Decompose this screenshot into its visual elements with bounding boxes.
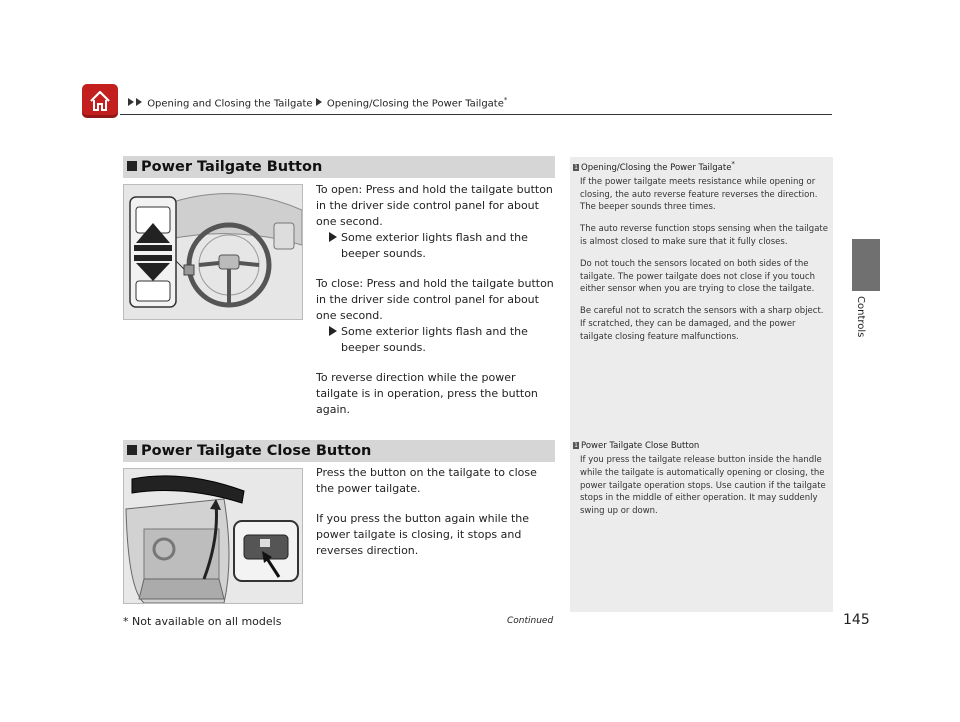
note1-p3: Do not touch the sensors located on both sides of the tailgate. The power tailgate does not close if you touch either sensor when you are trying to close the tailgate. [580,258,815,295]
section1-body [316,182,554,418]
open-result [316,230,554,262]
note-badge-icon: 1 [574,442,578,449]
breadcrumb-star: * [503,96,508,104]
section-header-power-tailgate-button [123,156,555,178]
breadcrumb-item-power-tailgate: Opening/Closing the Power Tailgate [326,98,504,110]
section-title: Power Tailgate Close Button [141,443,372,459]
header-rule [120,114,832,115]
note2-title-text: Power Tailgate Close Button [581,441,700,451]
result-arrow-icon [329,326,337,336]
dashboard-drawing [124,185,302,319]
note2-title [573,441,829,451]
side-tab-marker[interactable] [852,239,880,291]
continued-label: Continued [507,616,554,626]
note1-p4: Be careful not to scratch the sensors with a sharp object. If scratched, they can be damaged, and the power tailgate closing feature malfunctions. [580,306,824,342]
tailgate-drawing [124,469,302,603]
page-number: 145 [843,612,870,628]
footnote: * Not available on all models [123,615,282,628]
note1-p1: If the power tailgate meets resistance while opening or closing, the auto reverse feature reverses the direction. The beeper sounds three times. [580,176,818,213]
breadcrumb-item-tailgate[interactable]: Opening and Closing the Tailgate [147,98,313,110]
breadcrumb-arrow-icon [128,98,134,106]
breadcrumb [128,96,507,109]
open-instruction: To open: Press and hold the tailgate button in the driver side control panel for about one second. [316,183,553,228]
note1-p2: The auto reverse function stops sensing when the tailgate is almost closed to make sure that it fully closes. [580,224,828,248]
open-result-text: Some exterior lights flash and the beeper sounds. [341,231,528,260]
close-result-text: Some exterior lights flash and the beeper sounds. [341,325,528,354]
close-button-reverse: If you press the button again while the power tailgate is closing, it stops and reverses direction. [316,512,530,557]
close-result [316,324,554,356]
home-button[interactable] [82,84,118,118]
note1-title-text: Opening/Closing the Power Tailgate [581,162,732,173]
note2 [573,441,829,518]
note2-p1: If you press the tailgate release button inside the handle while the tailgate is automatically opening or closing, the power tailgate operation stops. Use caution if the tailgate stops in the middle of either operation. It may suddenly swing up or down. [580,455,826,517]
section-header-power-tailgate-close-button [123,440,555,462]
breadcrumb-arrow-icon [316,98,322,106]
result-arrow-icon [329,232,337,242]
tailgate-illustration [123,468,303,604]
section2-body [316,465,554,559]
reverse-instruction: To reverse direction while the power tailgate is in operation, press the button again. [316,371,538,416]
note1-title [573,160,829,173]
breadcrumb-arrow-icon [136,98,142,106]
note1 [573,160,829,344]
note2-body [573,454,829,518]
home-icon [88,89,112,113]
note1-body [573,176,829,344]
section-square-icon [127,161,137,171]
note-badge-icon: 1 [574,163,578,171]
side-tab-label[interactable]: Controls [855,296,866,338]
section-title: Power Tailgate Button [141,159,323,175]
close-instruction: To close: Press and hold the tailgate button in the driver side control panel for about one second. [316,277,554,322]
dashboard-illustration [123,184,303,320]
close-button-instruction: Press the button on the tailgate to close the power tailgate. [316,466,537,495]
section-square-icon [127,445,137,455]
note1-star: * [731,160,735,168]
